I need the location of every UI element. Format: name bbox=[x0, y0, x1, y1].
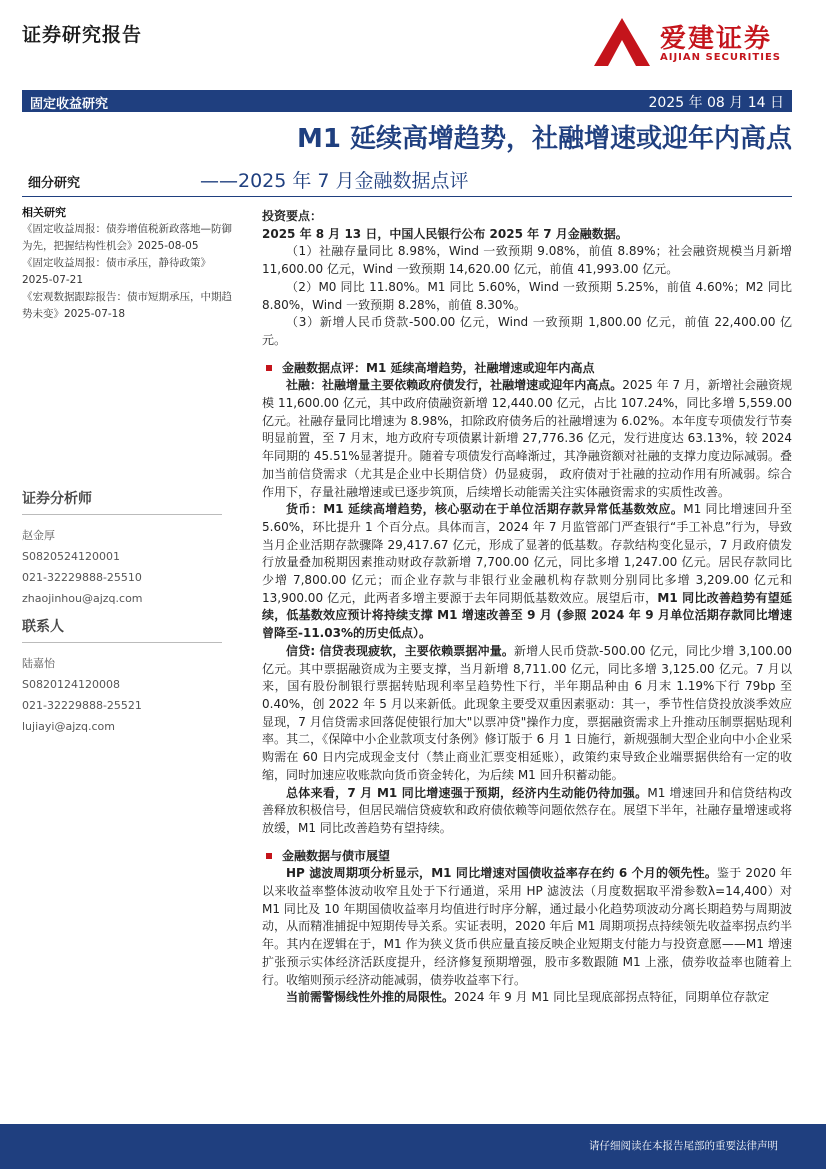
sidebar bbox=[22, 204, 232, 737]
category-label: 固定收益研究 bbox=[30, 97, 109, 112]
analyst-divider bbox=[22, 514, 222, 515]
contact-license: S0820124120008 bbox=[22, 678, 120, 691]
square-bullet-icon bbox=[266, 853, 272, 859]
section-gap bbox=[262, 350, 792, 360]
caution-paragraph bbox=[262, 989, 792, 1007]
analyst-heading: 证券分析师 bbox=[22, 491, 92, 507]
intro-paragraph: 2025 年 8 月 13 日，中国人民银行公布 2025 年 7 月金融数据。 bbox=[262, 226, 628, 241]
logo-english-name: AIJIAN SECURITIES bbox=[660, 52, 781, 63]
point-3: （3）新增人民币贷款-500.00 亿元，Wind 一致预期 1,800.00 亿元，前值 22,400.00 亿元。 bbox=[262, 315, 792, 347]
report-subtitle: ——2025 年 7 月金融数据点评 bbox=[200, 170, 469, 192]
sidebar-spacer bbox=[22, 323, 232, 481]
contact-phone: 021-32229888-25521 bbox=[22, 699, 142, 712]
contact-heading: 联系人 bbox=[22, 619, 64, 635]
paragraph-body: 2025 年 7 月，新增社会融资规模 11,600.00 亿元，其中政府债融资新增 12,440.00 亿元，占比 107.24%，同比多增 5,559.00 亿元。社融存量同比增速为 8.98%，扣除政府债务后的社融增速为 6.02%。本年度专项债发行节奏明显前置，至 7 月末，地方政府专项债累计新增 27,776.36 亿元，发行进度达 63.13%，较 2024 年同期的 45.51%显著提升。随着专项债发行高峰渐过，其净融资额对社融的支撑力度边际减弱。叠加当前信贷需求（尤其是企业中长期信贷）仍显疲弱， 政府债对于社融的拉动作用有所减弱。综合作用下，存量社融增速或已逐步筑顶，后续增长动能需关注实体融资需求的实质性改善。 bbox=[262, 378, 792, 499]
paragraph-lead: 当前需警惕线性外推的局限性。 bbox=[286, 990, 455, 1005]
section-gap bbox=[262, 838, 792, 848]
related-item[interactable]: 《宏观数据跟踪报告：债市短期承压，中期趋势未变》2025-07-18 bbox=[22, 291, 232, 320]
paragraph-body: M1 增速回升和信贷结构改善释放积极信号，但居民端信贷疲软和政府债依赖等问题依然存在。展望下半年，社融存量增速或将放缓，M1 同比改善趋势有望持续。 bbox=[262, 785, 792, 835]
footer-bar bbox=[0, 1124, 826, 1169]
paragraph-lead: 信贷: 信贷表现疲软，主要依赖票据冲量。 bbox=[286, 643, 515, 658]
contact-info bbox=[22, 653, 232, 737]
header-divider bbox=[22, 196, 792, 197]
report-title: M1 延续高增趋势，社融增速或迎年内高点 bbox=[296, 124, 792, 154]
paragraph-body: M1 同比增速回升至 5.60%，环比提升 1 个百分点。具体而言，2024 年 7 月监管部门严查银行“手工补息”行为，导致当月企业活期存款骤降 29,417.67 亿元，形成了显著的低基数。存款结构变化显示，7 月政府债发行放量叠加税期因素推动财政存款新增 7,700.00 亿元，同比多增 1,247.00 亿元。居民存款同比少增 7,800.00 亿元；而企业存款与非银行业金融机构存款则分别同比多增 3,209.00 亿元和 13,900.00 亿元，此两者多增主要源于去年同期低基数效应。展望后市， bbox=[262, 502, 792, 605]
paragraph-lead: 货币：M1 延续高增趋势，核心驱动在于单位活期存款异常低基数效应。 bbox=[286, 502, 684, 517]
legal-disclaimer: 请仔细阅读在本报告尾部的重要法律声明 bbox=[589, 1140, 778, 1152]
analyst-license: S0820524120001 bbox=[22, 550, 120, 563]
point-2: （2）M0 同比 11.80%。M1 同比 5.60%，Wind 一致预期 5.25%，前值 4.60%；M2 同比 8.80%，Wind 一致预期 8.28%，前值 8.30%。 bbox=[262, 279, 792, 312]
section-heading-text: 金融数据与债市展望 bbox=[282, 848, 391, 863]
report-type-label: 证券研究报告 bbox=[22, 24, 143, 46]
analyst-name: 赵金厚 bbox=[22, 529, 55, 542]
section-heading bbox=[262, 360, 792, 378]
point-1: （1）社融存量同比 8.98%，Wind 一致预期 9.08%，前值 8.89%；社会融资规模当月新增 11,600.00 亿元，Wind 一致预期 14,620.00 亿元，前值 41,993.00 亿元。 bbox=[262, 244, 792, 277]
report-date: 2025 年 08 月 14 日 bbox=[648, 95, 784, 111]
category-bar bbox=[22, 90, 792, 112]
social-financing-paragraph bbox=[262, 377, 792, 501]
analyst-info bbox=[22, 525, 232, 609]
logo-mark-icon bbox=[592, 16, 652, 68]
paragraph-lead: 社融：社融增量主要依赖政府债发行，社融增速或迎年内高点。 bbox=[286, 378, 623, 393]
paragraph-lead: HP 滤波周期项分析显示，M1 同比增速对国债收益率存在约 6 个月的领先性。 bbox=[286, 866, 718, 881]
section-heading-text: 金融数据点评：M1 延续高增趋势，社融增速或迎年内高点 bbox=[282, 360, 595, 375]
summary-paragraph bbox=[262, 785, 792, 838]
paragraph-body: 新增人民币贷款-500.00 亿元，同比少增 3,100.00 亿元。其中票据融资成为主要支撑，当月新增 8,711.00 亿元，同比多增 3,125.00 亿元。7 月以来，国有股份制银行票据转贴现利率呈趋势性下行，半年期品种由 6 月末 1.19%下行 79bp 至 0.40%，创 2022 年 5 月以来新低。此现象主要受双重因素驱动：其一，季节性信贷投放淡季效应显现，7 月信贷需求回落促使银行加大"以票冲贷"操作力度，票据融资需求上升推动压制票据贴现利率。其二，《保障中小企业款项支付条例》修订版于 6 月 1 日施行，新规强制大型企业向中小企业采购需在 60 日内完成现金支付（禁止商业汇票变相延账），政策约束导致企业端票据供给有一定的收缩，同时加速应收账款向货币资金转化，为后续 M1 回升积蓄动能。 bbox=[262, 643, 793, 782]
analyst-phone: 021-32229888-25510 bbox=[22, 571, 142, 584]
paragraph-emphasis: M1 同比改善趋势有望延续，低基数效应预计将持续支撑 M1 增速改善至 9 月 (参照 2024 年 9 月单位活期存款同比增速曾降至-11.03%的历史低点）。 bbox=[262, 590, 792, 641]
hp-filter-paragraph bbox=[262, 865, 792, 989]
company-logo bbox=[592, 14, 792, 70]
related-research-heading: 相关研究 bbox=[22, 206, 66, 219]
contact-divider bbox=[22, 642, 222, 643]
analyst-email[interactable]: zhaojinhou@ajzq.com bbox=[22, 592, 143, 605]
paragraph-body: 鉴于 2020 年以来收益率整体波动收窄且处于下行通道，采用 HP 滤波法（月度数据取平滑参数λ=14,400）对 M1 同比及 10 年期国债收益率月均值进行时序分解，通过最小化趋势项波动分离长期趋势与周期波动，从而精准捕捉中短期传导关系。实证表明，2020 年后 M1 周期项拐点持续领先收益率拐点约半年。其内在逻辑在于，M1 作为狭义货币供应量直接反映企业短期支付能力与投资意愿——M1 增速扩张预示实体经济活跃度提升，经济修复预期增强，股市多数跟随 M1 上涨，债券收益率也随着上行。收缩则预示经济动能减弱，债券收益率下行。 bbox=[262, 866, 792, 987]
investment-points-heading: 投资要点： bbox=[262, 209, 323, 223]
section-heading bbox=[262, 848, 792, 866]
paragraph-lead: 总体来看，7 月 M1 同比增速强于预期，经济内生动能仍待加强。 bbox=[286, 785, 648, 800]
credit-paragraph bbox=[262, 643, 792, 785]
square-bullet-icon bbox=[266, 365, 272, 371]
contact-name: 陆嘉怡 bbox=[22, 657, 55, 670]
paragraph-body: 2024 年 9 月 M1 同比呈现底部拐点特征，同期单位存款定 bbox=[454, 990, 770, 1005]
contact-email[interactable]: lujiayi@ajzq.com bbox=[22, 720, 115, 733]
money-supply-paragraph bbox=[262, 501, 792, 643]
sub-category-label: 细分研究 bbox=[28, 176, 81, 191]
related-item[interactable]: 《固定收益周报：债市承压，静待政策》2025-07-21 bbox=[22, 257, 211, 286]
logo-chinese-name: 爱建证券 bbox=[660, 24, 773, 54]
related-item[interactable]: 《固定收益周报：债券增值税新政落地—防御为先，把握结构性机会》2025-08-05 bbox=[22, 223, 232, 252]
main-content bbox=[262, 208, 792, 1007]
